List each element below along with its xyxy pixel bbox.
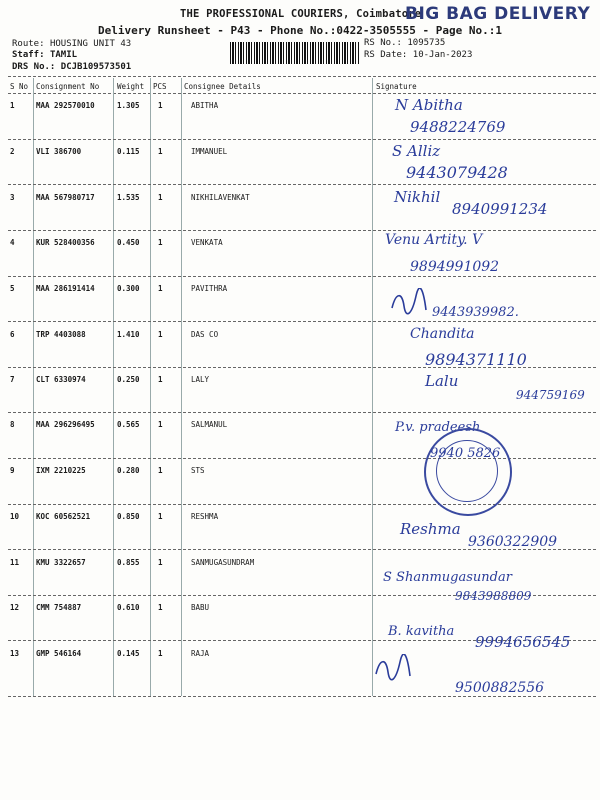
cell-consignment: MAA 296296495 [36, 420, 95, 429]
cell-weight: 0.565 [117, 420, 140, 429]
cell-pcs: 1 [158, 284, 163, 293]
cell-pcs: 1 [158, 603, 163, 612]
cell-name: RAJA [191, 649, 210, 658]
signature-name: S Alliz [392, 142, 441, 160]
cell-sno: 5 [10, 284, 15, 293]
cell-sno: 8 [10, 420, 15, 429]
signature-name: Nikhil [394, 188, 441, 206]
signature-phone: 9994656545 [475, 633, 571, 651]
signature-phone: 9488224769 [410, 118, 506, 136]
cell-weight: 1.305 [117, 101, 140, 110]
table-row [0, 375, 600, 395]
cell-sno: 4 [10, 238, 15, 247]
cell-weight: 0.145 [117, 649, 140, 658]
cell-pcs: 1 [158, 558, 163, 567]
cell-name: IMMANUEL [191, 147, 228, 156]
row-rule [8, 139, 596, 140]
staff-label: Staff: [12, 50, 45, 60]
col-pcs: PCS [153, 82, 167, 91]
drs-label: DRS No.: [12, 62, 56, 72]
rs-date-label: RS Date: [364, 50, 408, 60]
rs-date-value: 10-Jan-2023 [412, 50, 473, 60]
cell-sno: 1 [10, 101, 15, 110]
cell-pcs: 1 [158, 420, 163, 429]
col-consignment: Consignment No [36, 82, 100, 91]
cell-sno: 2 [10, 147, 15, 156]
cell-sno: 7 [10, 375, 15, 384]
col-sno: S No [10, 82, 29, 91]
signature-name: P.v. pradeesh [395, 420, 481, 435]
cell-pcs: 1 [158, 101, 163, 110]
cell-consignment: CMM 754887 [36, 603, 82, 612]
cell-name: DAS CO [191, 330, 219, 339]
row-rule [8, 184, 596, 185]
signature-name: Lalu [425, 372, 459, 390]
route-label: Route: [12, 39, 45, 49]
table-row [0, 238, 600, 258]
cell-pcs: 1 [158, 193, 163, 202]
table-row [0, 101, 600, 121]
cell-pcs: 1 [158, 330, 163, 339]
cell-consignment: TRP 4403088 [36, 330, 86, 339]
cell-name: LALY [191, 375, 210, 384]
cell-pcs: 1 [158, 512, 163, 521]
signature-phone: 9360322909 [468, 534, 558, 550]
cell-pcs: 1 [158, 649, 163, 658]
cell-pcs: 1 [158, 238, 163, 247]
cell-consignment: CLT 6330974 [36, 375, 86, 384]
row-rule [8, 321, 596, 322]
company-title: THE PROFESSIONAL COURIERS, Coimbatore [180, 8, 422, 20]
signature-phone: 9500882556 [455, 680, 545, 696]
runsheet-title: Delivery Runsheet - P43 - Phone No.:0422-3505555 - Page No.:1 [98, 24, 502, 37]
rs-no-label: RS No.: [364, 38, 402, 48]
row-rule [8, 504, 596, 505]
cell-sno: 3 [10, 193, 15, 202]
col-weight: Weight [117, 82, 145, 91]
signature-phone: 9443939982. [432, 305, 519, 320]
cell-consignment: GMP 546164 [36, 649, 82, 658]
table-row [0, 420, 600, 440]
signature-phone: 9940 5826 [430, 446, 501, 461]
signature-phone: 944759169 [516, 388, 585, 402]
signature-name: N Abitha [395, 96, 463, 114]
table-row [0, 649, 600, 669]
cell-name: SALMANUL [191, 420, 228, 429]
cell-consignment: KMU 3322657 [36, 558, 86, 567]
cell-name: RESHMA [191, 512, 219, 521]
row-rule [8, 696, 596, 697]
cell-sno: 11 [10, 558, 20, 567]
cell-name: BABU [191, 603, 210, 612]
cell-weight: 0.280 [117, 466, 140, 475]
col-signature: Signature [376, 82, 417, 91]
cell-weight: 0.300 [117, 284, 140, 293]
seal-inner-ring [436, 440, 498, 502]
staff-line [12, 50, 77, 60]
cell-weight: 0.610 [117, 603, 140, 612]
table-row [0, 284, 600, 304]
signature-name: Reshma [400, 520, 461, 538]
table-row [0, 330, 600, 350]
cell-weight: 0.115 [117, 147, 140, 156]
seal-stamp [424, 428, 512, 516]
cell-name: ABITHA [191, 101, 219, 110]
table-row [0, 147, 600, 167]
cell-sno: 10 [10, 512, 20, 521]
cell-sno: 9 [10, 466, 15, 475]
cell-weight: 0.250 [117, 375, 140, 384]
signature-phone: 9894991092 [410, 259, 500, 275]
table-header-rule [8, 93, 596, 94]
signature-name: Chandita [410, 326, 475, 342]
cell-sno: 6 [10, 330, 15, 339]
cell-pcs: 1 [158, 147, 163, 156]
cell-consignment: MAA 567980717 [36, 193, 95, 202]
row-rule [8, 276, 596, 277]
table-row [0, 603, 600, 623]
row-rule [8, 230, 596, 231]
cell-sno: 13 [10, 649, 20, 658]
cell-name: VENKATA [191, 238, 223, 247]
signature-scribble [388, 288, 428, 316]
cell-consignment: KOC 60562521 [36, 512, 91, 521]
signature-phone: 9443079428 [406, 163, 508, 182]
col-consignee: Consignee Details [184, 82, 261, 91]
drs-value: DCJB109573501 [60, 62, 132, 72]
rs-no-value: 1095735 [407, 38, 446, 48]
signature-phone: 8940991234 [452, 200, 548, 218]
rs-no-line [364, 38, 445, 48]
cell-weight: 0.850 [117, 512, 140, 521]
cell-pcs: 1 [158, 375, 163, 384]
barcode [230, 42, 360, 64]
cell-consignment: VLI 386700 [36, 147, 82, 156]
cell-consignment: IXM 2210225 [36, 466, 86, 475]
cell-sno: 12 [10, 603, 20, 612]
table-top-rule [8, 76, 596, 77]
signature-name: Venu Artity. V [385, 232, 483, 248]
cell-weight: 1.410 [117, 330, 140, 339]
cell-weight: 1.535 [117, 193, 140, 202]
route-value: HOUSING UNIT 43 [49, 39, 132, 49]
big-bag-delivery-stamp: BIG BAG DELIVERY [405, 4, 591, 24]
rs-date-line [364, 50, 472, 60]
signature-name: B. kavitha [388, 624, 455, 639]
signature-scribble [372, 654, 412, 682]
staff-value: TAMIL [49, 50, 78, 60]
cell-pcs: 1 [158, 466, 163, 475]
cell-name: SANMUGASUNDRAM [191, 558, 255, 567]
signature-phone: 9843988809 [455, 589, 532, 603]
cell-name: STS [191, 466, 205, 475]
cell-name: NIKHILAVENKAT [191, 193, 250, 202]
signature-name: S Shanmugasundar [383, 570, 512, 585]
cell-weight: 0.855 [117, 558, 140, 567]
signature-phone: 9894371110 [425, 350, 527, 369]
row-rule [8, 412, 596, 413]
drs-line [12, 62, 131, 72]
cell-consignment: KUR 528400356 [36, 238, 95, 247]
table-row [0, 512, 600, 532]
cell-weight: 0.450 [117, 238, 140, 247]
cell-consignment: MAA 292570010 [36, 101, 95, 110]
route-line [12, 39, 131, 49]
cell-name: PAVITHRA [191, 284, 228, 293]
cell-consignment: MAA 286191414 [36, 284, 95, 293]
